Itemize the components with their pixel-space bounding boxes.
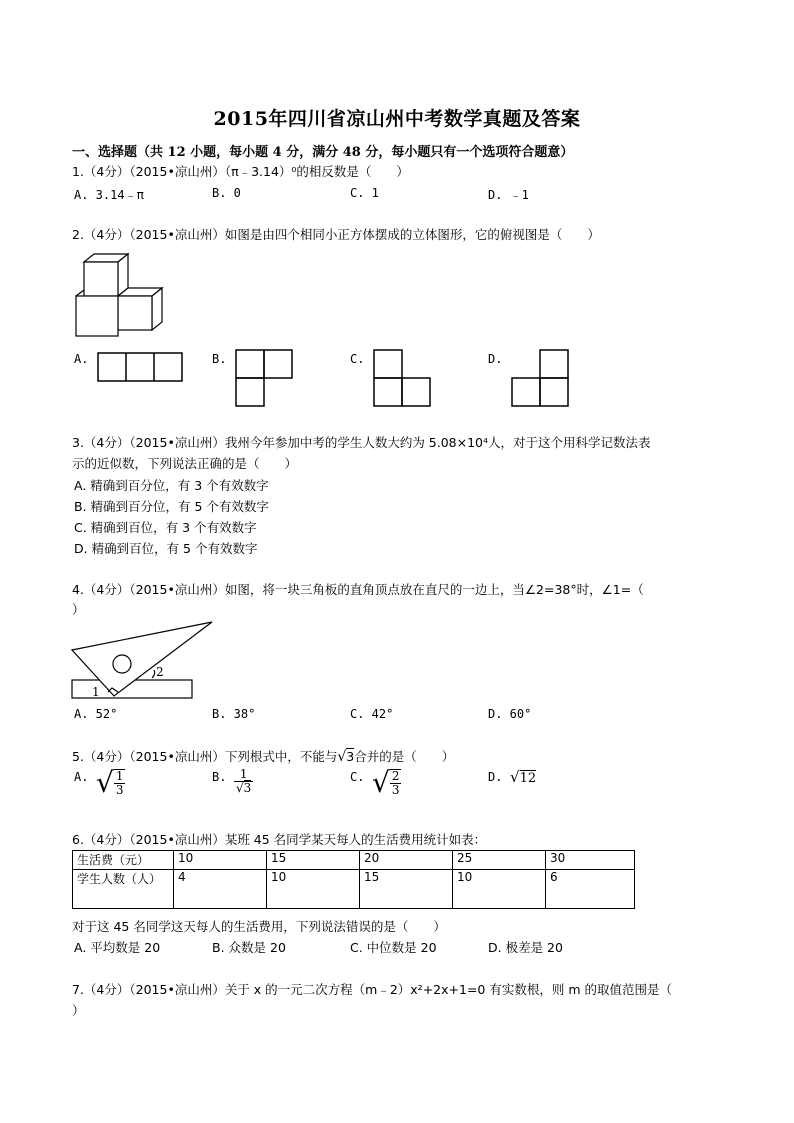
table-cell: 20 xyxy=(360,851,453,870)
sqrt-icon: √ xyxy=(236,781,244,795)
q7-stem-line1: 7.（4分）（2015•凉山州）关于 x 的一元二次方程（m﹣2）x²+2x+1=0 有实数根，则 m 的取值范围是（ xyxy=(72,982,672,997)
table-cell: 学生人数（人） xyxy=(73,870,174,909)
q6-stem: 6.（4分）（2015•凉山州）某班 45 名同学某天每人的生活费用统计如表： xyxy=(72,832,487,847)
table-row xyxy=(73,851,635,870)
q2-option-d[interactable]: D. xyxy=(488,352,503,366)
table-cell: 30 xyxy=(546,851,635,870)
q5-option-b[interactable]: B. xyxy=(212,770,227,784)
q5-a-numerator: 1 xyxy=(115,768,124,783)
table-cell: 10 xyxy=(267,870,360,909)
q2-option-b[interactable]: B. xyxy=(212,352,227,366)
q3-option-c[interactable]: C. 精确到百位，有 3 个有效数字 xyxy=(74,520,257,535)
q5-c-numerator: 2 xyxy=(391,768,400,783)
q5-option-d-expr xyxy=(510,768,536,786)
angle-2-label: 2 xyxy=(156,665,164,679)
q2-option-c[interactable]: C. xyxy=(350,352,365,366)
table-cell: 生活费（元） xyxy=(73,851,174,870)
q5-c-denominator: 3 xyxy=(391,782,400,797)
section-heading: 一、选择题（共 12 小题，每小题 4 分，满分 48 分，每小题只有一个选项符合题意） xyxy=(72,145,574,160)
q5-stem-part1: 5.（4分）（2015•凉山州）下列根式中，不能与 xyxy=(72,749,338,764)
table-cell: 25 xyxy=(453,851,546,870)
sqrt-icon: √ xyxy=(96,766,114,799)
q3-option-d[interactable]: D. 精确到百位，有 5 个有效数字 xyxy=(74,541,258,556)
q5-option-a[interactable]: A. xyxy=(74,770,89,784)
table-cell: 4 xyxy=(174,870,267,909)
q3-option-a[interactable]: A. 精确到百分位，有 3 个有效数字 xyxy=(74,478,269,493)
q3-stem-line1: 3.（4分）（2015•凉山州）我州今年参加中考的学生人数大约为 5.08×10⁴人，对于这个用科学记数法表 xyxy=(72,435,651,450)
q4-option-b[interactable]: B. 38° xyxy=(212,707,256,721)
table-cell: 6 xyxy=(546,870,635,909)
table-cell: 15 xyxy=(267,851,360,870)
q5-option-c[interactable]: C. xyxy=(350,770,365,784)
q1-option-b[interactable]: B. 0 xyxy=(212,186,241,200)
q1-stem: 1.（4分）（2015•凉山州）（π﹣3.14）⁰的相反数是（ ） xyxy=(72,164,409,179)
page-title: 2015年四川省凉山州中考数学真题及答案 xyxy=(213,108,581,130)
q5-b-numerator: 1 xyxy=(234,768,253,782)
table-cell: 10 xyxy=(453,870,546,909)
q5-sqrt-radicand: 3 xyxy=(346,749,355,764)
sqrt-icon: √ xyxy=(510,768,520,786)
table-row xyxy=(73,870,635,909)
q4-stem-line1: 4.（4分）（2015•凉山州）如图，将一块三角板的直角顶点放在直尺的一边上，当∠2=38°时，∠1=（ xyxy=(72,582,644,597)
triangle-ruler-figure xyxy=(70,620,215,702)
q5-a-denominator: 3 xyxy=(115,782,124,797)
q4-option-a[interactable]: A. 52° xyxy=(74,707,118,721)
q3-option-b[interactable]: B. 精确到百分位，有 5 个有效数字 xyxy=(74,499,269,514)
q5-option-a-expr xyxy=(96,766,125,799)
q5-b-denominator: 3 xyxy=(243,781,252,795)
q2-stem: 2.（4分）（2015•凉山州）如图是由四个相同小正方体摆成的立体图形，它的俯视图是（ ） xyxy=(72,227,600,242)
q1-option-a[interactable]: A. 3.14﹣π xyxy=(74,188,144,202)
q3-stem-line2: 示的近似数，下列说法正确的是（ ） xyxy=(72,456,298,471)
q6-question: 对于这 45 名同学这天每人的生活费用，下列说法错误的是（ ） xyxy=(72,919,446,934)
sqrt-icon: √ xyxy=(372,766,390,799)
q7-stem-line2: ） xyxy=(72,1003,85,1018)
q6-option-b[interactable]: B. 众数是 20 xyxy=(212,940,286,955)
sqrt-icon: √ xyxy=(337,749,347,765)
q4-option-c[interactable]: C. 42° xyxy=(350,707,394,721)
q4-option-d[interactable]: D. 60° xyxy=(488,707,532,721)
q2-option-a[interactable]: A. xyxy=(74,352,89,366)
table-cell: 15 xyxy=(360,870,453,909)
q5-option-b-expr xyxy=(234,768,253,795)
q1-option-d[interactable]: D. ﹣1 xyxy=(488,188,529,202)
q5-d-radicand: 12 xyxy=(519,771,537,786)
cube-stack-figure xyxy=(72,250,167,340)
q4-stem-line2: ） xyxy=(72,602,85,617)
expense-table xyxy=(72,850,635,909)
q5-stem-part2: 合并的是（ ） xyxy=(354,749,455,764)
q2-option-c-figure xyxy=(372,348,434,408)
q5-option-c-expr xyxy=(372,766,401,799)
q2-option-b-figure xyxy=(234,348,296,408)
q5-option-d[interactable]: D. xyxy=(488,770,503,784)
angle-1-label: 1 xyxy=(92,685,100,699)
q2-option-a-figure xyxy=(96,351,184,383)
q5-stem xyxy=(72,747,454,765)
table-cell: 10 xyxy=(174,851,267,870)
q6-option-c[interactable]: C. 中位数是 20 xyxy=(350,940,437,955)
q6-option-d[interactable]: D. 极差是 20 xyxy=(488,940,563,955)
q2-option-d-figure xyxy=(510,348,572,408)
q1-option-c[interactable]: C. 1 xyxy=(350,186,379,200)
q6-option-a[interactable]: A. 平均数是 20 xyxy=(74,940,161,955)
